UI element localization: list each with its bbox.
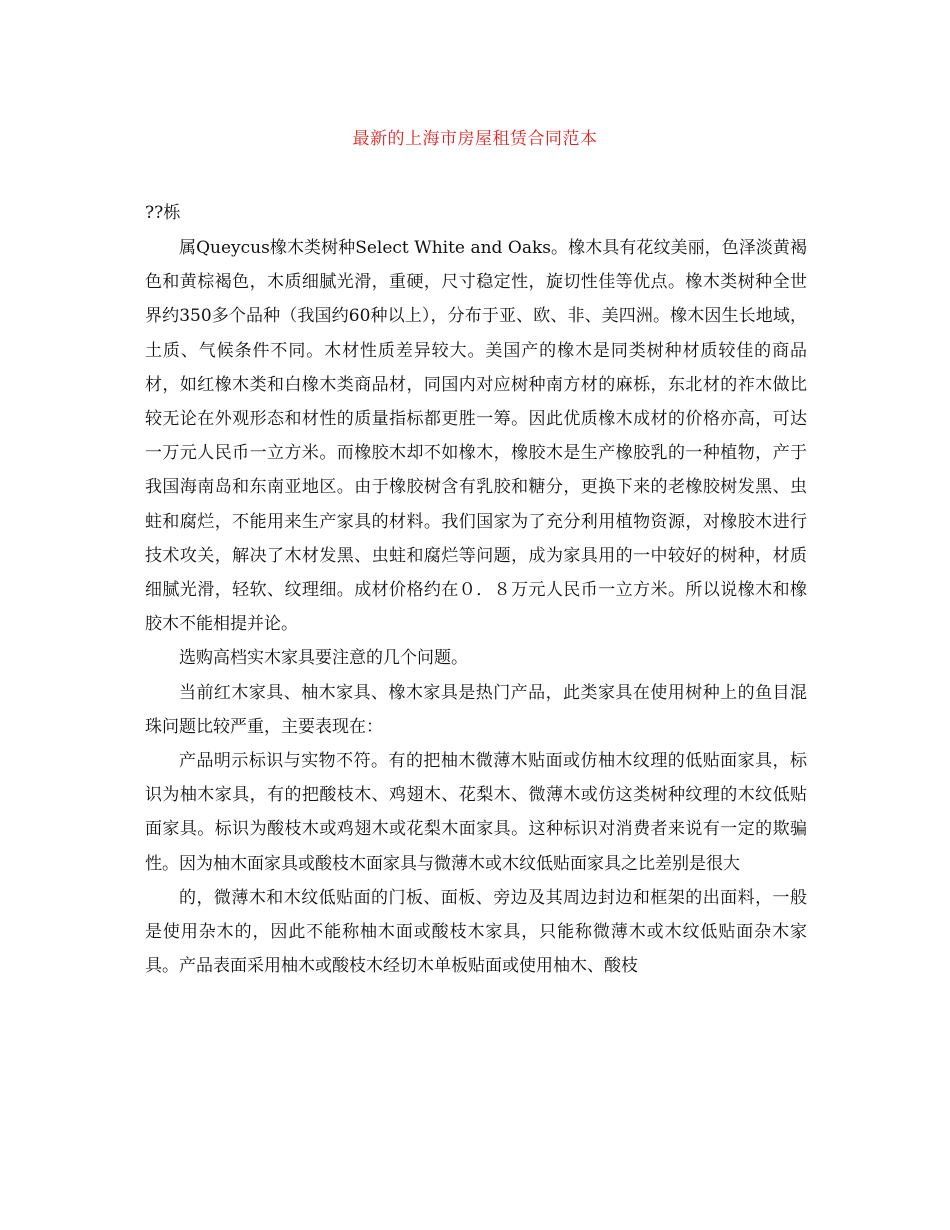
paragraph-oak-description: 属Queycus橡木类树种Select White and Oaks。橡木具有花纹美丽，色泽淡黄褐色和黄棕褐色，木质细腻光滑，重硬，尺寸稳定性，旋切性佳等优点。橡木类树种全世界约350多个品种（我国约60种以上），分布于亚、欧、非、美四洲。橡木因生长地域，土质、气候条件不同。木材性质差异较大。美国产的橡木是同类树种材质较佳的商品材，如红橡木类和白橡木类商品材，同国内对应树种南方材的麻栎，东北材的祚木做比较无论在外观形态和材性的质量指标都更胜一筹。因此优质橡木成材的价格亦高，可达一万元人民币一立方米。而橡胶木却不如橡木，橡胶木是生产橡胶乳的一种植物，产于我国海南岛和东南亚地区。由于橡胶树含有乳胶和糖分，更换下来的老橡胶树发黑、虫蛀和腐烂，不能用来生产家具的材料。我们国家为了充分利用植物资源，对橡胶木进行技术攻关，解决了木材发黑、虫蛀和腐烂等问题，成为家具用的一中较好的树种，材质细腻光滑，轻软、纹理细。成材价格约在０．８万元人民币一立方米。所以说橡木和橡胶木不能相提并论。 (145, 238, 807, 635)
document-title: 最新的上海市房屋租赁合同范本 (352, 129, 598, 149)
paragraph-labeling-mismatch: 产品明示标识与实物不符。有的把柚木微薄木贴面或仿柚木纹理的低贴面家具，标识为柚木家具，有的把酸枝木、鸡翅木、花梨木、微薄木或仿这类树种纹理的木纹低贴面家具。标识为酸枝木或鸡翅木或花梨木面家具。这种标识对消费者来说有一定的欺骗性。因为柚木面家具或酸枝木面家具与微薄木或木纹低贴面家具之比差别是很大 (145, 751, 807, 874)
paragraph-market-issues: 当前红木家具、柚木家具、橡木家具是热门产品，此类家具在使用树种上的鱼目混珠问题比较严重，主要表现在： (145, 682, 807, 737)
document-body (145, 231, 807, 983)
paragraph-veneer-details: 的，微薄木和木纹低贴面的门板、面板、旁边及其周边封边和框架的出面料，一般是使用杂木的，因此不能称柚木面或酸枝木家具，只能称微薄木或木纹低贴面杂木家具。产品表面采用柚木或酸枝木经切木单板贴面或使用柚木、酸枝 (145, 887, 807, 977)
section-heading: ??栎 (145, 203, 181, 223)
paragraph-selection-heading: 选购高档实木家具要注意的几个问题。 (179, 648, 468, 669)
